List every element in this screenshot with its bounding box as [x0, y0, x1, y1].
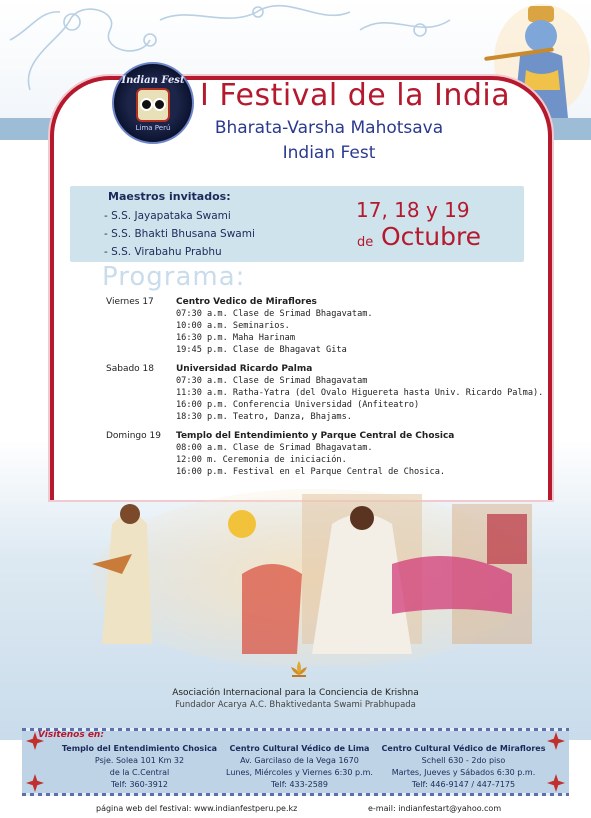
- guest-item: - S.S. Jayapataka Swami: [104, 210, 231, 222]
- location-line: Martes, Jueves y Sábados 6:30 p.m.: [391, 768, 536, 777]
- subtitle-line-1: Bharata-Varsha Mahotsava: [214, 118, 444, 138]
- location-line: de la C.Central: [109, 768, 170, 777]
- guests-heading: Maestros invitados:: [108, 190, 231, 203]
- location-line: Telf: 360-3912: [111, 780, 168, 789]
- program-item: 07:30 a.m. Clase de Srimad Bhagavatam: [176, 376, 368, 386]
- program-item: 12:00 m. Ceremonia de iniciación.: [176, 455, 347, 465]
- page-title: I Festival de la India: [200, 78, 511, 113]
- program-venue: Centro Vedico de Miraflores: [176, 297, 317, 307]
- festival-days: 17, 18 y 19: [356, 198, 470, 222]
- ornament-icon: [24, 772, 46, 794]
- indian-fest-logo: [112, 62, 194, 144]
- program-day: Sabado 18: [106, 364, 154, 374]
- festival-month: Octubre: [381, 222, 482, 251]
- program-day: Viernes 17: [106, 297, 154, 307]
- association-name: Asociación Internacional para la Conciencia de Krishna: [172, 688, 419, 698]
- guest-item: - S.S. Virabahu Prabhu: [104, 246, 222, 258]
- festival-email: e-mail: indianfestart@yahoo.com: [368, 804, 502, 813]
- location-title: Centro Cultural Védico de Lima: [229, 744, 370, 753]
- visit-heading: Visítenos en:: [38, 730, 104, 740]
- location-line: Telf: 433-2589: [271, 780, 328, 789]
- dance-photo-collage: [92, 484, 536, 666]
- page-subtitle: [200, 116, 458, 166]
- location-line: Psje. Solea 101 Km 32: [94, 756, 185, 765]
- program-venue: Universidad Ricardo Palma: [176, 364, 313, 374]
- program-venue: Templo del Entendimiento y Parque Central de Chosica: [176, 431, 455, 441]
- association-founder: Fundador Acarya A.C. Bhaktivedanta Swami Prabhupada: [175, 700, 416, 710]
- program-heading: Programa:: [102, 262, 246, 292]
- festival-date-de: de: [357, 235, 374, 250]
- location-lima: [212, 743, 387, 791]
- location-chosica: [52, 743, 227, 791]
- program-item: 11:30 a.m. Ratha-Yatra (del Ovalo Higuereta hasta Univ. Ricardo Palma).: [176, 388, 544, 398]
- footer-border-bottom: [22, 793, 569, 796]
- lotus-icon: [288, 658, 310, 680]
- location-line: Schell 630 - 2do piso: [421, 756, 506, 765]
- program-item: 10:00 a.m. Seminarios.: [176, 321, 290, 331]
- location-miraflores: [376, 743, 551, 791]
- location-line: Av. Garcilaso de la Vega 1670: [240, 756, 359, 765]
- program-item: 16:00 p.m. Conferencia Universidad (Anfiteatro): [176, 400, 420, 410]
- location-title: Centro Cultural Védico de Miraflores: [381, 744, 546, 753]
- program-day: Domingo 19: [106, 431, 161, 441]
- program-item: 16:00 p.m. Festival en el Parque Central de Chosica.: [176, 467, 446, 477]
- location-line: Lunes, Miércoles y Viernes 6:30 p.m.: [226, 768, 373, 777]
- guest-item: - S.S. Bhakti Bhusana Swami: [104, 228, 255, 240]
- location-title: Templo del Entendimiento Chosica: [61, 744, 218, 753]
- logo-text-top: Indian Fest: [121, 74, 185, 86]
- jagannath-icon: [136, 88, 170, 122]
- festival-website: página web del festival: www.indianfestperu.pe.kz: [96, 804, 298, 813]
- location-line: Telf: 446-9147 / 447-7175: [411, 780, 516, 789]
- logo-text-bottom: Lima Perú: [135, 123, 171, 132]
- program-item: 16:30 p.m. Maha Harinam: [176, 333, 295, 343]
- program-item: 08:00 a.m. Clase de Srimad Bhagavatam.: [176, 443, 373, 453]
- program-item: 18:30 p.m. Teatro, Danza, Bhajams.: [176, 412, 352, 422]
- program-item: 07:30 a.m. Clase de Srimad Bhagavatam.: [176, 309, 373, 319]
- footer-border-top: [22, 728, 569, 731]
- program-item: 19:45 p.m. Clase de Bhagavat Gita: [176, 345, 347, 355]
- subtitle-line-2: Indian Fest: [282, 143, 376, 163]
